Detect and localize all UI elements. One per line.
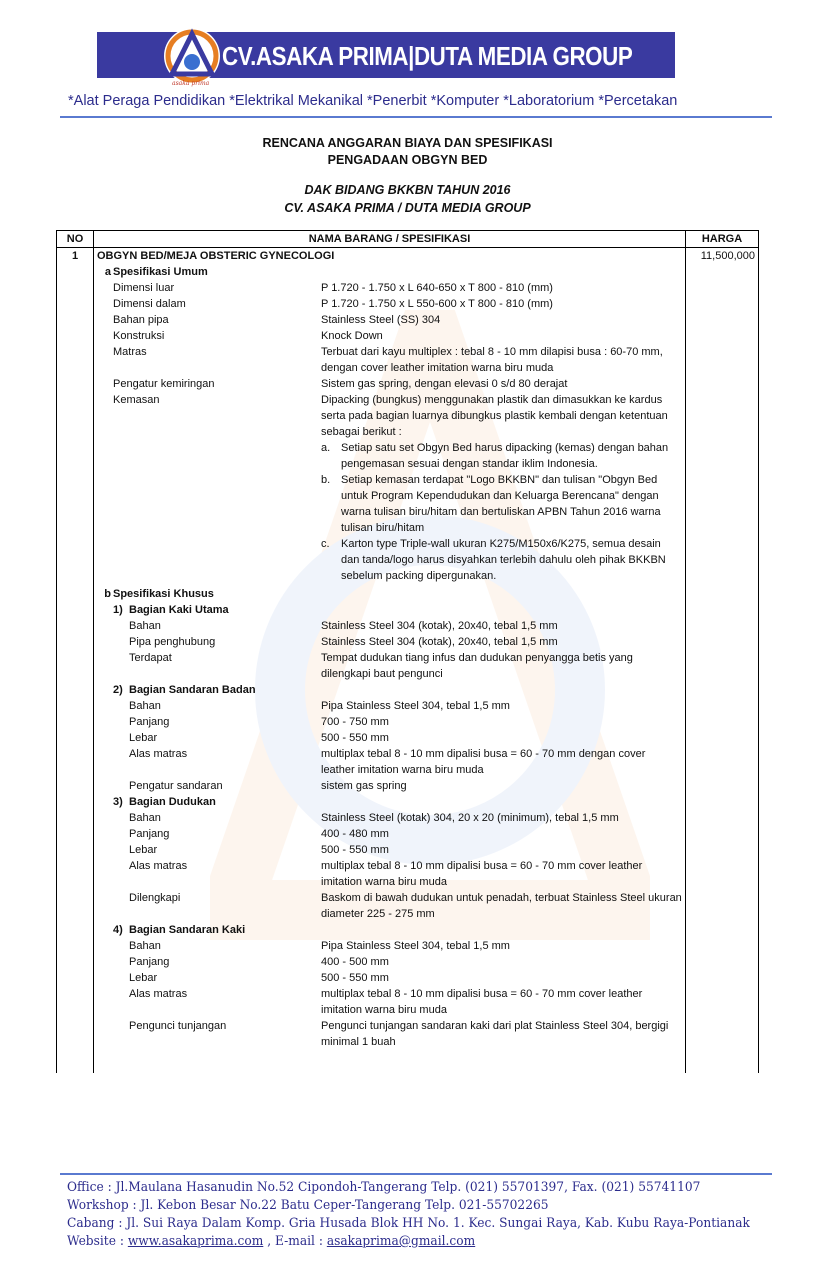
spec-value: sistem gas spring: [321, 780, 407, 792]
spec-value: Terbuat dari kayu multiplex : tebal 8 - 10 mm dilapisi busa : 60-70 mm, dengan cover leather imitation warna biru muda: [321, 346, 663, 374]
subsection-title: Bagian Sandaran Kaki: [129, 924, 246, 936]
spacer: [97, 810, 129, 826]
colon: [305, 970, 321, 986]
spacer: [97, 842, 129, 858]
section-letter: a: [104, 266, 111, 278]
header-rule: [60, 116, 772, 118]
colon: [305, 986, 321, 1018]
footer-workshop: Workshop : Jl. Kebon Besar No.22 Batu Ceper-Tangerang Telp. 021-55702265: [67, 1198, 549, 1213]
spacer: [97, 618, 129, 634]
spec-label: Pengatur sandaran: [129, 780, 223, 792]
colon: [305, 730, 321, 746]
colon: [305, 650, 321, 682]
item-name: OBGYN BED/MEJA OBSTERIC GYNECOLOGI: [97, 250, 335, 262]
colon: [305, 938, 321, 954]
spec-label: Bahan pipa: [113, 314, 169, 326]
email-label: , E-mail :: [263, 1234, 327, 1249]
spacer: [97, 714, 129, 730]
spacer: [97, 730, 129, 746]
table-header-row: [57, 231, 759, 248]
header-name: NAMA BARANG / SPESIFIKASI: [94, 231, 686, 248]
spacer: [97, 602, 113, 618]
subsection-title: Bagian Dudukan: [129, 796, 216, 808]
spec-label: Bahan: [129, 700, 161, 712]
spec-label: Lebar: [129, 972, 158, 984]
spec-value: 500 - 550 mm: [321, 732, 389, 744]
spec-label: Panjang: [129, 716, 170, 728]
item-no: 1: [57, 248, 94, 1074]
spec-value: multiplax tebal 8 - 10 mm dipalisi busa = 60 - 70 mm cover leather imitation warna biru muda: [321, 988, 643, 1016]
spacer: [97, 826, 129, 842]
spec-value: 700 - 750 mm: [321, 716, 389, 728]
spacer: [97, 328, 113, 344]
spec-label: Bahan: [129, 940, 161, 952]
spacer: [97, 698, 129, 714]
spec-value: Stainless Steel (kotak) 304, 20 x 20 (minimum), tebal 1,5 mm: [321, 812, 619, 824]
spec-value: Sistem gas spring, dengan elevasi 0 s/d 80 derajat: [321, 378, 568, 390]
spacer: [97, 296, 113, 312]
table-row: [57, 248, 759, 1074]
spacer: [97, 376, 113, 392]
list-item: [321, 440, 682, 472]
footer-office: Office : Jl.Maulana Hasanudin No.52 Cipondoh-Tangerang Telp. (021) 55701397, Fax. (021) 55741107: [67, 1180, 701, 1195]
section-letter: b: [104, 588, 111, 600]
colon: [305, 890, 321, 922]
spec-label: Kemasan: [113, 394, 160, 406]
header-no: NO: [57, 231, 94, 248]
spec-label: Matras: [113, 346, 147, 358]
website-link[interactable]: www.asakaprima.com: [127, 1234, 264, 1249]
spacer: [97, 392, 113, 440]
spec-value: Baskom di bawah dudukan untuk penadah, terbuat Stainless Steel ukuran diameter 225 - 275 mm: [321, 892, 682, 920]
spacer: [97, 280, 113, 296]
kemasan-list-item: [321, 536, 682, 584]
colon: [305, 746, 321, 778]
spacer: [97, 1018, 129, 1050]
item-price: 11,500,000: [686, 248, 759, 1074]
spec-value: 400 - 480 mm: [321, 828, 389, 840]
spacer: [97, 634, 129, 650]
subsection-number: 4): [113, 924, 123, 936]
colon: [305, 312, 321, 328]
spec-label: Panjang: [129, 828, 170, 840]
spec-label: Alas matras: [129, 860, 188, 872]
colon: [305, 810, 321, 826]
spacer: [97, 650, 129, 682]
spec-label: Bahan: [129, 812, 161, 824]
doc-subtitle-2: CV. ASAKA PRIMA / DUTA MEDIA GROUP: [284, 201, 531, 215]
spec-value: Pipa Stainless Steel 304, tebal 1,5 mm: [321, 700, 510, 712]
spec-value: multiplax tebal 8 - 10 mm dipalisi busa = 60 - 70 mm dengan cover leather imitation warna biru muda: [321, 748, 646, 776]
spec-label: Pengunci tunjangan: [129, 1020, 227, 1032]
spec-label: Dimensi dalam: [113, 298, 186, 310]
spec-value: Stainless Steel 304 (kotak), 20x40, tebal 1,5 mm: [321, 620, 558, 632]
doc-title-2: PENGADAAN OBGYN BED: [327, 153, 488, 167]
spec-value: multiplax tebal 8 - 10 mm dipalisi busa = 60 - 70 mm cover leather imitation warna biru muda: [321, 860, 643, 888]
spacer: [97, 682, 113, 698]
spacer: [97, 344, 113, 376]
spacer: [97, 922, 113, 938]
spec-value: 500 - 550 mm: [321, 972, 389, 984]
company-logo-icon: [162, 26, 222, 86]
spec-value: Tempat dudukan tiang infus dan dudukan penyangga betis yang dilengkapi baut pengunci: [321, 652, 633, 680]
colon: [305, 296, 321, 312]
spec-value: 500 - 550 mm: [321, 844, 389, 856]
kemasan-list-item: [321, 472, 682, 536]
spec-value: P 1.720 - 1.750 x L 640-650 x T 800 - 810 (mm): [321, 282, 553, 294]
spec-value: Dipacking (bungkus) menggunakan plastik dan dimasukkan ke kardus serta pada bagian luarnya dibungkus plastik kembali dengan ketentuan sebagai berikut :: [321, 394, 668, 438]
list-text: Setiap kemasan terdapat "Logo BKKBN" dan tulisan "Obgyn Bed untuk Program Kependudukan dan Keluarga Berencana" dengan warna tulisan biru/hitam dan bertuliskan APBN Tahun 2016 warna tulisan biru/hitam: [341, 474, 661, 534]
colon: [305, 698, 321, 714]
spec-value: Knock Down: [321, 330, 383, 342]
colon: [305, 280, 321, 296]
section-title: Spesifikasi Umum: [113, 266, 208, 278]
list-marker: a.: [321, 442, 331, 454]
subsection-title: Bagian Sandaran Badan: [129, 684, 256, 696]
colon: [305, 826, 321, 842]
spec-label: Dilengkapi: [129, 892, 181, 904]
logo-caption: asaka prima: [172, 80, 210, 87]
spec-grid: [97, 264, 682, 1050]
spec-label: Pipa penghubung: [129, 636, 216, 648]
spec-label: Bahan: [129, 620, 161, 632]
item-spec-cell: [94, 248, 686, 1074]
section-title: Spesifikasi Khusus: [113, 588, 214, 600]
list-text: Setiap satu set Obgyn Bed harus dipacking (kemas) dengan bahan pengemasan sesuai dengan standar iklim Indonesia.: [341, 442, 669, 470]
company-name: CV.ASAKA PRIMA|DUTA MEDIA GROUP: [222, 41, 633, 71]
doc-subtitle-1: DAK BIDANG BKKBN TAHUN 2016: [304, 183, 511, 197]
subsection-number: 3): [113, 796, 123, 808]
spec-label: Lebar: [129, 844, 158, 856]
footer-rule: [60, 1173, 772, 1175]
spec-value: Pengunci tunjangan sandaran kaki dari plat Stainless Steel 304, bergigi minimal 1 buah: [321, 1020, 669, 1048]
services-line: *Alat Peraga Pendidikan *Elektrikal Mekanikal *Penerbit *Komputer *Laboratorium *Percetakan: [68, 93, 678, 109]
spacer: [97, 986, 129, 1018]
subsection-number: 2): [113, 684, 123, 696]
spec-label: Alas matras: [129, 748, 188, 760]
doc-title-1: RENCANA ANGGARAN BIAYA DAN SPESIFIKASI: [262, 136, 553, 150]
subsection-number: 1): [113, 604, 123, 616]
colon: [305, 714, 321, 730]
list-item: [321, 536, 682, 584]
spacer: [97, 954, 129, 970]
spacer: [97, 778, 129, 794]
kemasan-list-item: [321, 440, 682, 472]
spec-table: [56, 230, 759, 1073]
colon: [305, 392, 321, 440]
spec-label: Terdapat: [129, 652, 172, 664]
colon: [305, 634, 321, 650]
colon: [305, 1018, 321, 1050]
colon: [305, 618, 321, 634]
header-price: HARGA: [686, 231, 759, 248]
spacer: [97, 938, 129, 954]
colon: [305, 858, 321, 890]
colon: [305, 778, 321, 794]
list-item: [321, 472, 682, 536]
spec-label: Alas matras: [129, 988, 188, 1000]
spec-label: Lebar: [129, 732, 158, 744]
spec-value: Stainless Steel 304 (kotak), 20x40, tebal 1,5 mm: [321, 636, 558, 648]
subsection-title: Bagian Kaki Utama: [129, 604, 229, 616]
footer-contact: [67, 1234, 475, 1249]
colon: [305, 954, 321, 970]
spec-value: P 1.720 - 1.750 x L 550-600 x T 800 - 810 (mm): [321, 298, 553, 310]
spec-label: Dimensi luar: [113, 282, 175, 294]
website-label: Website :: [67, 1234, 128, 1249]
spec-label: Panjang: [129, 956, 170, 968]
spec-label: Pengatur kemiringan: [113, 378, 215, 390]
footer-cabang: Cabang : Jl. Sui Raya Dalam Komp. Gria Husada Blok HH No. 1. Kec. Sungai Raya, Kab. Kubu Raya-Pontianak: [67, 1216, 750, 1231]
colon: [305, 842, 321, 858]
spacer: [97, 794, 113, 810]
spacer: [97, 970, 129, 986]
spec-label: Konstruksi: [113, 330, 165, 342]
colon: [305, 328, 321, 344]
list-marker: c.: [321, 538, 330, 550]
list-marker: b.: [321, 474, 331, 486]
spec-value: 400 - 500 mm: [321, 956, 389, 968]
list-text: Karton type Triple-wall ukuran K275/M150x6/K275, semua desain dan tanda/logo harus disyahkan terlebih dahulu oleh pihak BKKBN sebelum packing dipergunakan.: [341, 538, 666, 582]
spec-value: Pipa Stainless Steel 304, tebal 1,5 mm: [321, 940, 510, 952]
spacer: [97, 746, 129, 778]
spec-value: Stainless Steel (SS) 304: [321, 314, 441, 326]
spacer: [97, 890, 129, 922]
email-link[interactable]: asakaprima@gmail.com: [326, 1234, 476, 1249]
colon: [305, 376, 321, 392]
spacer: [97, 312, 113, 328]
spacer: [97, 858, 129, 890]
colon: [305, 344, 321, 376]
